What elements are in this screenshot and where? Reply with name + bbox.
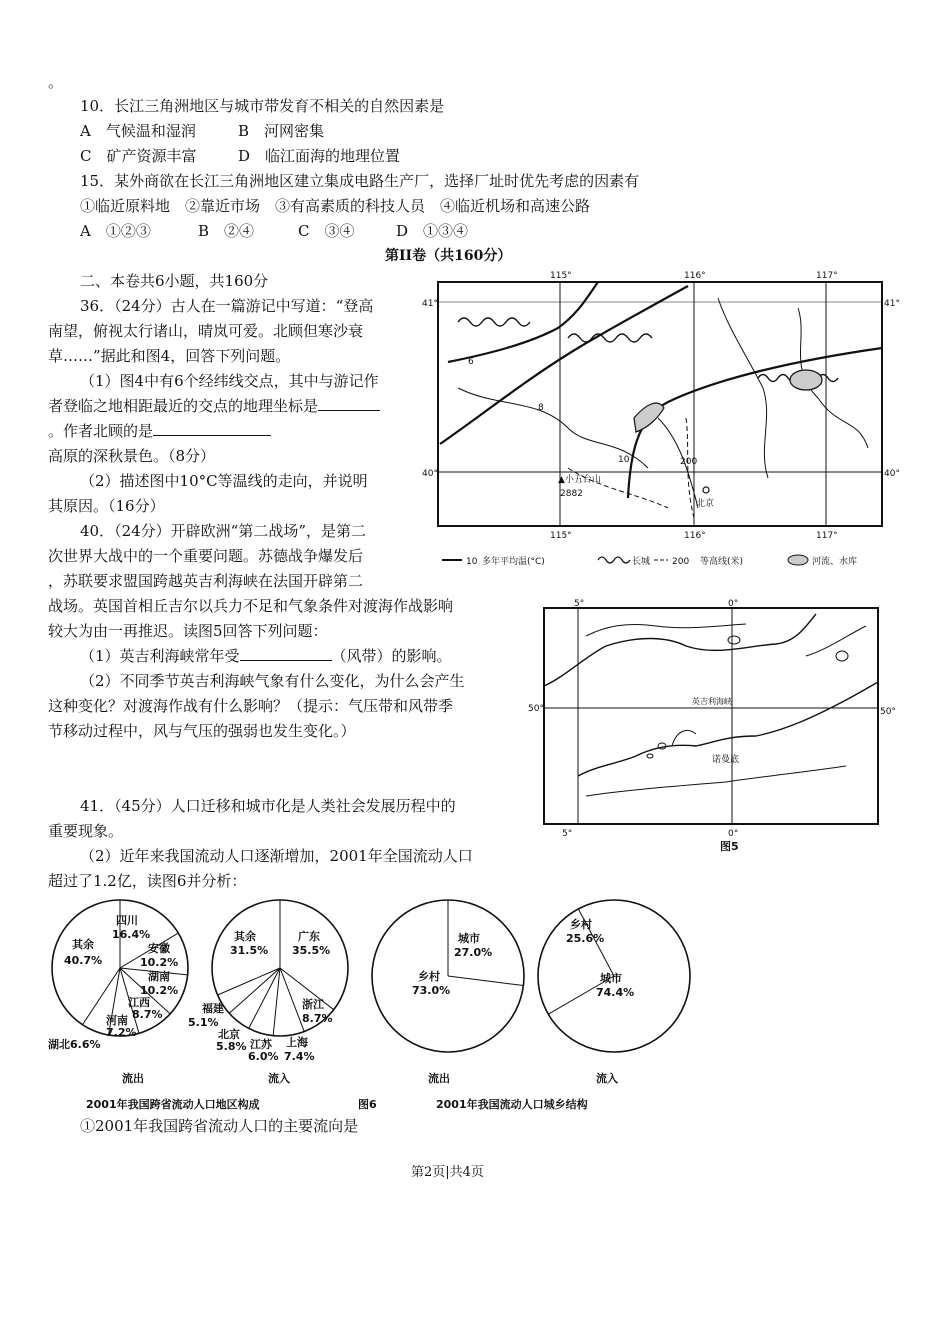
answer-blank-2[interactable] [153,421,271,436]
pie2-label: 江苏 [250,1038,272,1051]
pie2-label: 其余 [234,930,256,943]
q10-option-b: B 河网密集 [238,122,325,140]
q36-p1-line1: （1）图4中有6个经纬线交点，其中与游记作 [80,372,379,390]
pie4-title: 流入 [596,1072,618,1085]
pie1-label: 江西 [128,996,150,1009]
pie2-value: 35.5% [292,944,331,957]
pie1-label: 河南 [106,1014,128,1027]
q10-option-c: C 矿产资源丰富 [80,147,197,165]
q40-p2-line3: 节移动过程中，风与气压的强弱也发生变化。） [48,722,356,740]
fig4-peak-height: 2882 [560,489,583,499]
q36-line3: 草……”据此和图4，回答下列问题。 [48,347,291,365]
q41-p2-line2: 超过了1.2亿，读图6并分析： [48,872,247,890]
fig5-caption: 图5 [720,840,739,853]
pie2-label: 上海 [286,1036,308,1049]
q15-stem: 15．某外商欲在长江三角洲地区建立集成电路生产厂，选择厂址时优先考虑的因素有 [80,172,640,190]
pie4-label: 城市 [600,972,622,985]
pie2-label: 广东 [298,930,320,943]
pie2-label: 浙江 [302,998,324,1011]
q40-line1: 40．（24分）开辟欧洲“第二战场”，是第二 [80,522,367,540]
fig5-lon-5-bottom: 5° [562,829,573,839]
fig5-lat-50: 50° [528,704,544,714]
q41-line1: 41．（45分）人口迁移和城市化是人类社会发展历程中的 [80,797,456,815]
pie2-value: 7.4% [284,1050,315,1063]
fig4-isotherm-10: 10 [618,455,630,465]
fig4-contour-200: 200 [680,457,698,467]
q10-option-a: A 气候温和湿润 [80,122,196,140]
fig4-lat-40: 40° [422,469,438,479]
pie1-label: 其余 [72,938,94,951]
q36-p2-line2: 其原因。（16分） [48,497,165,515]
q10-stem: 10．长江三角洲地区与城市带发育不相关的自然因素是 [80,97,445,115]
fig4-lon-117: 117° [816,271,838,281]
answer-blank-3[interactable] [240,646,332,661]
fig4-lon-115-bottom: 115° [550,531,572,541]
pie3-title: 流出 [428,1072,450,1085]
fig4-lon-116: 116° [684,271,706,281]
q10-option-d: D 临江面海的地理位置 [238,147,401,165]
pie1-value: 16.4% [112,928,151,941]
pie1-value: 7.2% [106,1026,137,1039]
fig6-right-title: 2001年我国流动人口城乡结构 [436,1098,588,1111]
fig5-lat-50-right: 50° [880,707,896,717]
pie1-value: 10.2% [140,956,179,969]
pie2-value: 6.0% [248,1050,279,1063]
fig4-legend-iso-text: 多年平均温(°C) [482,557,545,567]
fig5-lon-0-bottom: 0° [728,829,739,839]
pie-slice-boundary-福建 [229,968,280,1013]
figure4-map [418,268,898,578]
pie1-label: 安徽 [148,942,170,955]
q41-sub1: ①2001年我国跨省流动人口的主要流向是 [80,1117,359,1135]
fig5-lon-5: 5° [574,599,585,609]
fig4-isotherm-6: 6 [468,357,474,367]
pie1-title: 流出 [122,1072,144,1085]
pie1-label: 湖北6.6% [48,1038,101,1051]
answer-blank-1[interactable] [318,396,380,411]
q40-p1: （1）英吉利海峡常年受 （风带）的影响。 [80,647,452,665]
q15-option-d: D ①③④ [396,222,469,240]
pie3-value: 73.0% [412,984,451,997]
q40-p2-line2: 这种变化？对渡海作战有什么影响？（提示：气压带和风带季 [48,697,454,715]
top-mark: 。 [48,73,64,91]
q36-line2: 南望，俯视太行诸山，晴岚可爱。北顾但寒沙衰 [48,322,364,340]
pie3-label: 乡村 [418,970,440,983]
pie2-label: 福建 [202,1002,224,1015]
pie2-value: 5.1% [188,1016,219,1029]
pie1-value: 10.2% [140,984,179,997]
pie2-value: 31.5% [230,944,269,957]
fig5-lon-0: 0° [728,599,739,609]
q36-p2-line1: （2）描述图中10°C等温线的走向，并说明 [80,472,368,490]
page-footer: 第2页|共4页 [411,1165,484,1180]
fig4-legend-iso: 10 [466,557,478,567]
q36-p1-line3: 。作者北顾的是 [48,421,271,441]
pie1-label: 四川 [116,914,138,927]
figure6-charts [40,888,720,1118]
q36-line1: 36．（24分）古人在一篇游记中写道：“登高 [80,297,374,315]
part2-title: 第II卷（共160分） [385,248,512,264]
pie4-label: 乡村 [570,918,592,931]
q40-line5: 较大为由一再推迟。读图5回答下列问题： [48,622,328,640]
figure5-map [526,596,896,858]
fig4-legend-wall: 长城 [632,557,651,567]
q15-option-a: A ①②③ [80,222,151,240]
part2-intro: 二、本卷共6小题，共160分 [80,272,269,290]
q36-p1-line4: 高原的深秋景色。（8分） [48,447,216,465]
fig4-lon-115: 115° [550,271,572,281]
pie4-value: 25.6% [566,932,605,945]
pie1-value: 8.7% [132,1008,163,1021]
pie4-value: 74.4% [596,986,635,999]
fig4-lat-41-right: 41° [884,299,900,309]
fig6-caption: 图6 [358,1098,377,1111]
fig4-lon-116-bottom: 116° [684,531,706,541]
pie2-value: 5.8% [216,1040,247,1053]
pie-slice-boundary-乡村 [448,976,523,986]
pie2-title: 流入 [268,1072,290,1085]
pie1-label: 湖南 [148,970,170,983]
q36-p1-line2: 者登临之地相距最近的交点的地理坐标是 [48,396,380,416]
pie2-label: 北京 [218,1028,240,1041]
fig5-region-label: 诺曼底 [712,755,740,765]
q40-line3: ，苏联要求盟国跨越英吉利海峡在法国开辟第二 [48,572,364,590]
fig4-lon-117-bottom: 117° [816,531,838,541]
pie3-label: 城市 [458,932,480,945]
fig6-left-title: 2001年我国跨省流动人口地区构成 [86,1098,260,1111]
fig4-legend-contour: 200 [672,557,690,567]
pie1-value: 40.7% [64,954,103,967]
q41-p2-line1: （2）近年来我国流动人口逐渐增加，2001年全国流动人口 [80,847,473,865]
q40-line2: 次世界大战中的一个重要问题。苏德战争爆发后 [48,547,364,565]
q40-line4: 战场。英国首相丘吉尔以兵力不足和气象条件对渡海作战影响 [48,597,454,615]
pie-slice-boundary-其余 [218,968,280,995]
fig4-peak: ▲小五台山 [558,475,601,485]
fig4-legend-contour-text: 等高线(米) [700,557,744,567]
pie2-value: 8.7% [302,1012,333,1025]
fig4-lat-41: 41° [422,299,438,309]
fig4-city-beijing: 北京 [696,499,715,509]
pie3-value: 27.0% [454,946,493,959]
q15-option-b: B ②④ [198,222,255,240]
q15-factors: ①临近原料地 ②靠近市场 ③有高素质的科技人员 ④临近机场和高速公路 [80,197,591,215]
fig4-isotherm-8: 8 [538,403,544,413]
q41-line2: 重要现象。 [48,822,124,840]
fig4-legend-river: 河流、水库 [812,557,858,567]
fig4-lat-40-right: 40° [884,469,900,479]
fig5-strait-label: 英吉利海峡 [692,697,732,706]
q15-option-c: C ③④ [298,222,355,240]
q40-p2-line1: （2）不同季节英吉利海峡气象有什么变化，为什么会产生 [80,672,465,690]
